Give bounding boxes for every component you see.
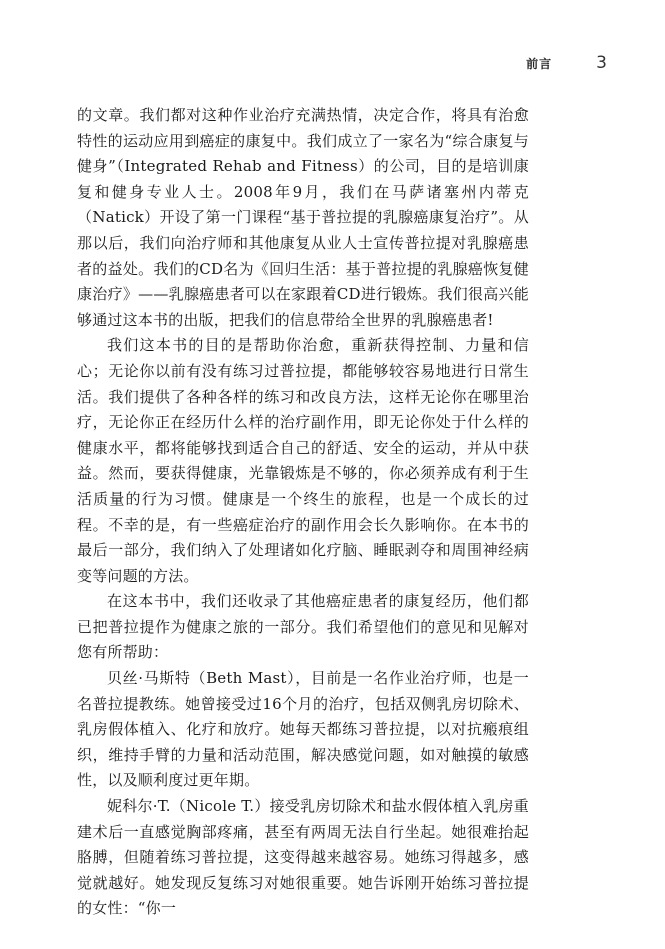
chapter-title: 前言 (526, 57, 553, 71)
paragraph-nicole-t: 妮科尔·T.（Nicole T.）接受乳房切除术和盐水假体植入乳房重建术后一直感觉胸部疼痛，甚至有两周无法自行坐起。她很难抬起胳膊，但随着练习普拉提，这变得越来越容易。她练习得越多，感觉就越好。她发现反复练习对她很重要。她告诉刚开始练习普拉提的女性：“你一 (77, 797, 529, 918)
body-text (77, 103, 529, 922)
running-header (526, 53, 607, 73)
paragraph-patient-stories-intro: 在这本书中，我们还收录了其他癌症患者的康复经历，他们都已把普拉提作为健康之旅的一部分。我们希望他们的意见和见解对您有所帮助： (77, 592, 529, 662)
paragraph-book-purpose: 我们这本书的目的是帮助你治愈，重新获得控制、力量和信心；无论你以前有没有练习过普拉提，都能够较容易地进行日常生活。我们提供了各种各样的练习和改良方法，这样无论你在哪里治疗，无论你正在经历什么样的治疗副作用，即无论你处于什么样的健康水平，都将能够找到适合自己的舒适、安全的运动，并从中获益。然而，要获得健康，光靠锻炼是不够的，你必须养成有利于生活质量的行为习惯。健康是一个终生的旅程，也是一个成长的过程。不幸的是，有一些癌症治疗的副作用会长久影响你。在本书的最后一部分，我们纳入了处理诸如化疗脑、睡眠剥夺和周围神经病变等问题的方法。 (77, 336, 529, 585)
paragraph-continuation: 的文章。我们都对这种作业治疗充满热情，决定合作，将具有治愈特性的运动应用到癌症的康复中。我们成立了一家名为“综合康复与健身”（Integrated Rehab and Fitness）的公司，目的是培训康复和健身专业人士。2008年9月，我们在马萨诸塞州内蒂克（Natick）开设了第一门课程“基于普拉提的乳腺癌康复治疗”。从那以后，我们向治疗师和其他康复从业人士宣传普拉提对乳腺癌患者的益处。我们的CD名为《回归生活：基于普拉提的乳腺癌恢复健康治疗》——乳腺癌患者可以在家跟着CD进行锻炼。我们很高兴能够通过这本书的出版，把我们的信息带给全世界的乳腺癌患者! (77, 106, 529, 329)
paragraph-beth-mast: 贝丝·马斯特（Beth Mast），目前是一名作业治疗师，也是一名普拉提教练。她曾接受过16个月的治疗，包括双侧乳房切除术、乳房假体植入、化疗和放疗。她每天都练习普拉提，以对抗瘢痕组织，维持手臂的力量和活动范围，解决感觉问题，如对触摸的敏感性，以及顺利度过更年期。 (77, 669, 529, 790)
page-number: 3 (596, 53, 607, 73)
